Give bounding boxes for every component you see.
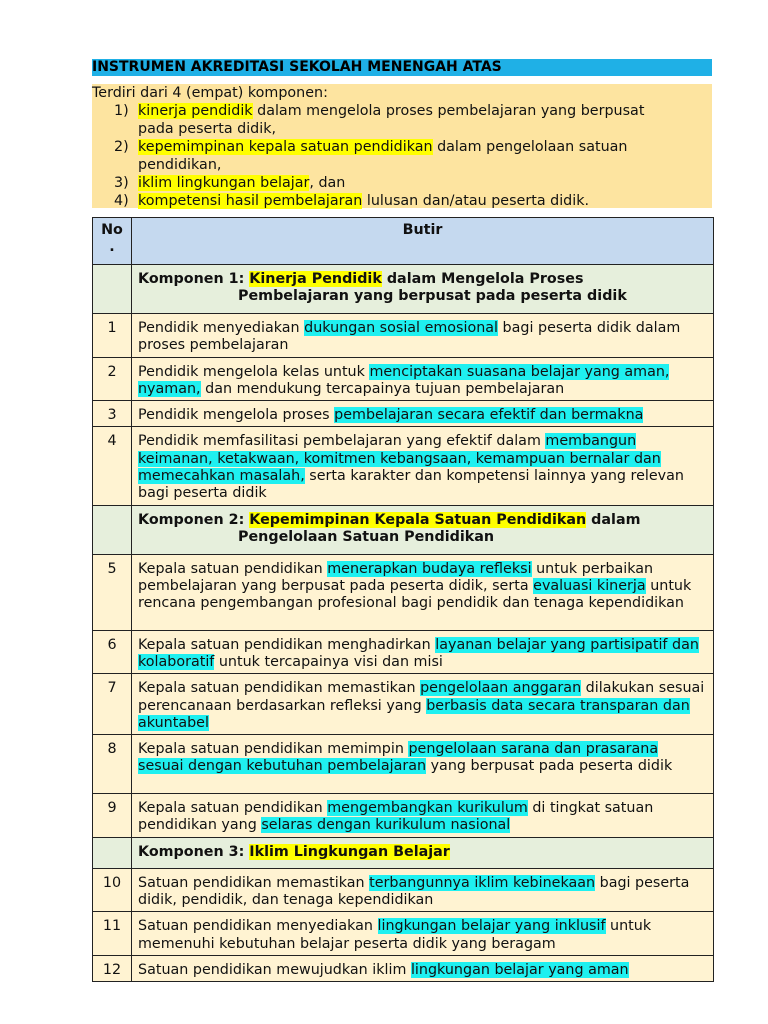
table-row: [93, 630, 714, 674]
row-text: Kepala satuan pendidikan menghadirkan layanan belajar yang partisipatif dan kolaboratif untuk tercapainya visi dan misi: [132, 630, 714, 674]
row-text: Kepala satuan pendidikan menerapkan budaya refleksi untuk perbaikan pembelajaran yang berpusat pada peserta didik, serta evaluasi kinerja untuk rencana pengembangan profesional bagi pendidik dan tenaga kependidikan: [132, 554, 714, 630]
component-list-item: [92, 102, 712, 138]
list-text-cont: pada peserta didik,: [138, 121, 277, 137]
list-text: , dan: [309, 175, 346, 191]
component-no-cell: [93, 265, 132, 314]
row-number: 4: [93, 427, 132, 505]
row-text: Pendidik memfasilitasi pembelajaran yang efektif dalam membangun keimanan, ketakwaan, komitmen kebangsaan, kemampuan bernalar dan memecahkan masalah, serta karakter dan kompetensi lainnya yang relevan bagi peserta didik: [132, 427, 714, 505]
row-text: Satuan pendidikan memastikan terbangunnya iklim kebinekaan bagi peserta didik, pendidik, dan tenaga kependidikan: [132, 868, 714, 912]
component-list-item: [92, 138, 712, 174]
row-number: 3: [93, 401, 132, 427]
table-header: [93, 218, 714, 265]
highlight-term: kinerja pendidik: [138, 103, 253, 119]
row-text: Satuan pendidikan mewujudkan iklim lingkungan belajar yang aman: [132, 955, 714, 981]
component-list-item: [92, 174, 712, 192]
list-number: 3): [114, 175, 129, 191]
table-row: [93, 794, 714, 838]
row-number: 1: [93, 314, 132, 358]
row-text: Kepala satuan pendidikan memastikan pengelolaan anggaran dilakukan sesuai perencanaan berdasarkan refleksi yang berbasis data secara transparan dan akuntabel: [132, 674, 714, 735]
row-number: 9: [93, 794, 132, 838]
row-number: 10: [93, 868, 132, 912]
table-row: [93, 427, 714, 505]
list-number: 2): [114, 139, 129, 155]
document-title: INSTRUMEN AKREDITASI SEKOLAH MENENGAH ATAS: [92, 59, 712, 76]
table-row: [93, 674, 714, 735]
table-row: [93, 912, 714, 956]
intro-box: [92, 84, 712, 208]
row-text: Pendidik mengelola kelas untuk menciptakan suasana belajar yang aman, nyaman, dan mendukung tercapainya tujuan pembelajaran: [132, 357, 714, 401]
row-number: 6: [93, 630, 132, 674]
row-number: 7: [93, 674, 132, 735]
highlight-term: iklim lingkungan belajar: [138, 175, 310, 191]
row-number: 2: [93, 357, 132, 401]
header-butir: Butir: [132, 218, 714, 265]
table-row: [93, 314, 714, 358]
list-text: dalam mengelola proses pembelajaran yang berpusat: [252, 103, 645, 119]
list-number: 4): [114, 193, 129, 209]
instrument-table: [92, 217, 714, 982]
row-number: 12: [93, 955, 132, 981]
header-no: No .: [93, 218, 132, 265]
component-header-2: [93, 505, 714, 554]
component-title: Komponen 1: Kinerja Pendidik dalam Mengelola Proses Pembelajaran yang berpusat pada peserta didik: [132, 265, 714, 314]
component-no-cell: [93, 837, 132, 868]
intro-lead: Terdiri dari 4 (empat) komponen:: [92, 85, 328, 101]
table-row: [93, 955, 714, 981]
table-row: [93, 401, 714, 427]
component-list: [92, 102, 712, 210]
row-number: 11: [93, 912, 132, 956]
row-number: 5: [93, 554, 132, 630]
row-text: Kepala satuan pendidikan mengembangkan kurikulum di tingkat satuan pendidikan yang selaras dengan kurikulum nasional: [132, 794, 714, 838]
row-text: Pendidik menyediakan dukungan sosial emosional bagi peserta didik dalam proses pembelajaran: [132, 314, 714, 358]
row-text: Kepala satuan pendidikan memimpin pengelolaan sarana dan prasarana sesuai dengan kebutuhan pembelajaran yang berpusat pada peserta didik: [132, 735, 714, 794]
table-row: [93, 735, 714, 794]
highlight-term: kepemimpinan kepala satuan pendidikan: [138, 139, 433, 155]
component-list-item: [92, 192, 712, 210]
component-title: Komponen 2: Kepemimpinan Kepala Satuan Pendidikan dalam Pengelolaan Satuan Pendidikan: [132, 505, 714, 554]
list-text: lulusan dan/atau peserta didik.: [362, 193, 590, 209]
list-text-cont: pendidikan,: [138, 157, 222, 173]
component-no-cell: [93, 505, 132, 554]
row-number: 8: [93, 735, 132, 794]
component-title: Komponen 3: Iklim Lingkungan Belajar: [132, 837, 714, 868]
component-header-1: [93, 265, 714, 314]
list-number: 1): [114, 103, 129, 119]
component-header-3: [93, 837, 714, 868]
highlight-term: kompetensi hasil pembelajaran: [138, 193, 363, 209]
table-row: [93, 357, 714, 401]
row-text: Satuan pendidikan menyediakan lingkungan belajar yang inklusif untuk memenuhi kebutuhan belajar peserta didik yang beragam: [132, 912, 714, 956]
table-row: [93, 868, 714, 912]
table-row: [93, 554, 714, 630]
list-text: dalam pengelolaan satuan: [432, 139, 628, 155]
row-text: Pendidik mengelola proses pembelajaran secara efektif dan bermakna: [132, 401, 714, 427]
